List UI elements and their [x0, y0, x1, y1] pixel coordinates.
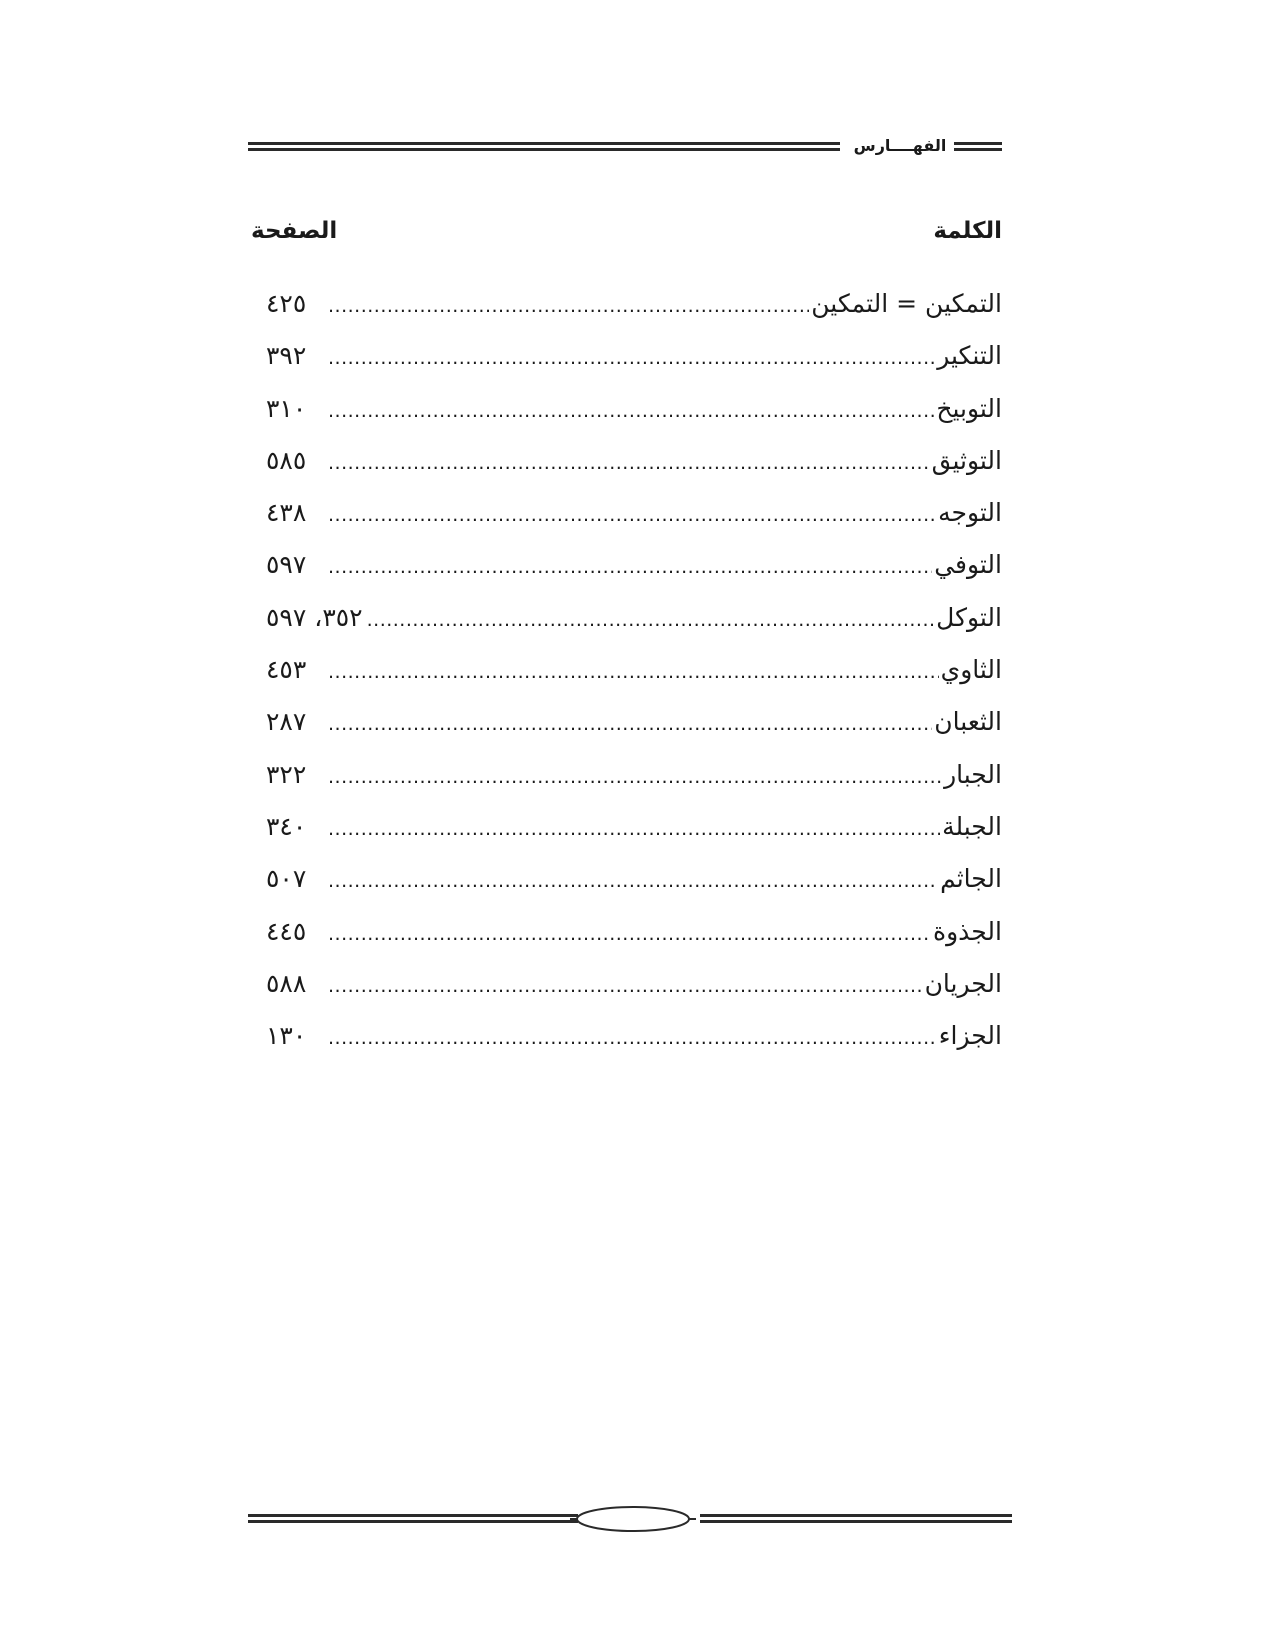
index-entry [266, 801, 1002, 853]
entry-term: التوفي [934, 550, 1002, 580]
column-heading-word: الكلمة [933, 218, 1002, 244]
entry-pages: ٣٥٢، ٥٩٧ [266, 602, 363, 632]
dot-leader [324, 646, 939, 696]
entry-pages: ٥٨٥ [266, 445, 307, 475]
dot-leader [324, 541, 932, 591]
dot-leader [324, 960, 923, 1010]
entry-term: الجريان [924, 968, 1002, 998]
entry-pages: ٣٤٠ [266, 811, 307, 841]
entry-pages: ٥٩٧ [266, 550, 307, 580]
footer-rule-right [700, 1514, 1012, 1523]
dot-leader [324, 803, 940, 853]
index-entry [266, 383, 1002, 435]
entry-pages: ٤٢٥ [266, 289, 307, 318]
dot-leader [363, 594, 935, 644]
page-number-ellipse-icon [568, 1504, 698, 1534]
header-title: الفهــــارس [853, 136, 947, 155]
index-entry [266, 1010, 1002, 1062]
dot-leader [324, 751, 942, 801]
entry-pages: ١٣٠ [266, 1021, 307, 1051]
entry-pages: ٣٩٢ [266, 341, 307, 371]
entry-term: التنكير [937, 341, 1002, 371]
entry-term: التمكين = التمكين [811, 289, 1002, 318]
page-footer [248, 1504, 1012, 1534]
index-entry [266, 644, 1002, 696]
entry-term: الجزاء [938, 1021, 1002, 1051]
entry-term: التوثيق [931, 445, 1002, 475]
dot-leader [324, 908, 931, 958]
dot-leader [324, 698, 932, 748]
column-heading-page: الصفحة [251, 218, 338, 244]
entry-term: الجذوة [933, 916, 1002, 946]
dot-leader [324, 385, 934, 435]
index-entries [266, 278, 1002, 1062]
entry-term: التوجه [938, 498, 1002, 528]
entry-pages: ٤٤٥ [266, 916, 307, 946]
entry-pages: ٣٢٢ [266, 759, 307, 789]
index-entry [266, 539, 1002, 591]
entry-term: الثاوي [940, 655, 1002, 685]
dot-leader [324, 280, 809, 330]
entry-pages: ٥٠٧ [266, 864, 307, 894]
index-entry [266, 487, 1002, 539]
dot-leader [324, 332, 935, 382]
header-rule-left [248, 142, 840, 151]
index-entry [266, 330, 1002, 382]
index-entry [266, 592, 1002, 644]
index-entry [266, 749, 1002, 801]
header-rule-right [954, 142, 1002, 151]
index-entry [266, 958, 1002, 1010]
dot-leader [324, 1012, 937, 1062]
index-entry [266, 853, 1002, 905]
dot-leader [324, 489, 936, 539]
page-header [248, 134, 1002, 158]
entry-pages: ٢٨٧ [266, 707, 307, 737]
entry-pages: ٤٥٣ [266, 655, 307, 685]
entry-term: الجاثم [940, 864, 1002, 894]
entry-pages: ٥٨٨ [266, 968, 307, 998]
index-entry [266, 696, 1002, 748]
entry-term: التوكل [936, 602, 1002, 632]
entry-term: الثعبان [934, 707, 1002, 737]
index-entry [266, 906, 1002, 958]
entry-term: الجبلة [942, 811, 1002, 841]
entry-pages: ٣١٠ [266, 393, 307, 423]
dot-leader [324, 855, 938, 905]
footer-rule-left [248, 1514, 578, 1523]
entry-pages: ٤٣٨ [266, 498, 307, 528]
index-entry [266, 278, 1002, 330]
index-entry [266, 435, 1002, 487]
dot-leader [324, 437, 930, 487]
entry-term: الجبار [944, 759, 1002, 789]
entry-term: التوبيخ [936, 393, 1002, 423]
